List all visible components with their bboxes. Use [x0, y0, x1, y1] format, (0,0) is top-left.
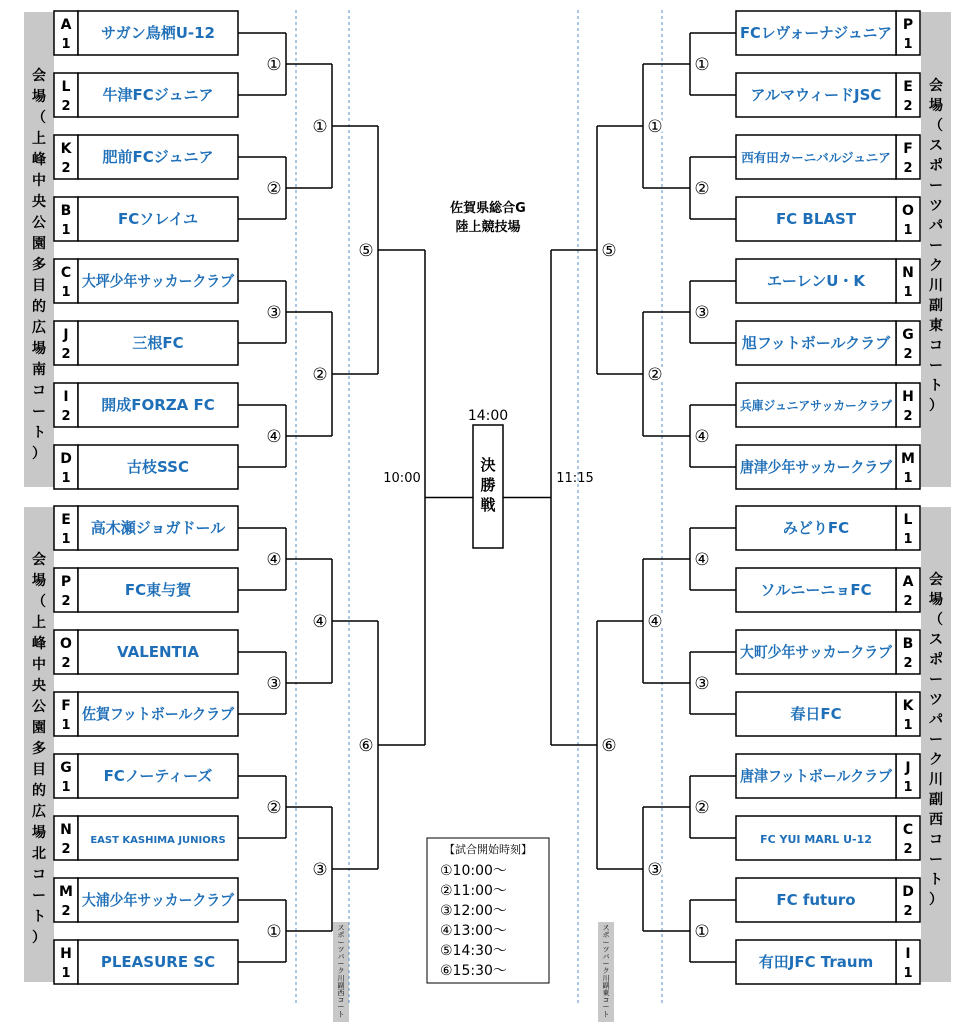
schedule-item-3: ④13:00～	[440, 923, 507, 939]
semi-left-time: 10:00	[383, 471, 421, 486]
team-group-rank: 1	[903, 471, 913, 486]
round3-marker-left-0: ⑤	[358, 241, 374, 261]
team-group-rank: 1	[61, 718, 71, 733]
team-name: 唐津フットボールクラブ	[740, 767, 893, 785]
round1-marker-left-7: ①	[266, 922, 282, 942]
final-venue-line1: 佐賀県総合G	[450, 201, 526, 216]
team-name: みどりFC	[782, 519, 850, 537]
team-group-rank: 2	[61, 842, 71, 857]
round2-marker-left-3: ③	[312, 860, 328, 880]
team-slot-left-11	[54, 692, 238, 736]
team-name: 開成FORZA FC	[101, 396, 215, 414]
team-slot-left-4	[54, 259, 238, 303]
round2-marker-right-2: ④	[647, 612, 663, 632]
team-group-rank: 1	[903, 718, 913, 733]
team-group-rank: 2	[61, 594, 71, 609]
team-name: FCノーティーズ	[103, 767, 213, 785]
round1-marker-right-0: ①	[694, 55, 710, 75]
schedule-item-0: ①10:00～	[440, 863, 507, 879]
round2-marker-left-2: ④	[312, 612, 328, 632]
final-label: 決勝戦	[480, 456, 496, 514]
team-name: ソルニーニョFC	[760, 581, 872, 599]
team-name: 有田JFC Traum	[758, 953, 874, 971]
center-area	[383, 200, 593, 548]
team-name: 古枝SSC	[127, 458, 189, 476]
team-name: 三根FC	[132, 334, 184, 352]
venue-left-top: 会場（上峰中央公園多目的広場南コート）	[32, 68, 46, 462]
round1-marker-left-0: ①	[266, 55, 282, 75]
round1-marker-left-2: ③	[266, 303, 282, 323]
team-group-rank: 1	[61, 471, 71, 486]
round1-marker-right-6: ②	[694, 798, 710, 818]
team-slot-right-13	[736, 816, 920, 860]
round1-marker-left-1: ②	[266, 179, 282, 199]
team-group-rank: 1	[903, 223, 913, 238]
team-group-letter: N	[902, 265, 914, 281]
round2-marker-right-1: ②	[647, 365, 663, 385]
team-name: 兵庫ジュニアサッカークラブ	[740, 398, 893, 413]
team-group-letter: O	[60, 636, 72, 652]
team-slot-left-3	[54, 197, 238, 241]
strip-left-text: スポーツパーク川副西コート	[337, 924, 345, 1019]
team-name: FCレヴォーナジュニア	[740, 24, 892, 42]
team-group-rank: 1	[903, 37, 913, 52]
team-group-rank: 1	[61, 285, 71, 300]
team-group-letter: L	[61, 79, 71, 95]
round1-marker-right-1: ②	[694, 179, 710, 199]
team-slot-right-5	[736, 321, 920, 365]
strip-right-text: スポーツパーク川副東コート	[602, 924, 610, 1019]
team-name: VALENTIA	[117, 643, 199, 661]
team-slot-left-14	[54, 878, 238, 922]
team-slot-left-12	[54, 754, 238, 798]
team-group-letter: K	[60, 141, 72, 157]
team-group-letter: I	[63, 389, 69, 405]
team-slot-left-6	[54, 383, 238, 427]
team-group-letter: A	[902, 574, 914, 590]
team-name: PLEASURE SC	[100, 953, 216, 971]
team-group-letter: A	[60, 17, 72, 33]
team-group-letter: D	[60, 451, 72, 467]
team-name: 肥前FCジュニア	[102, 148, 214, 166]
team-slot-right-11	[736, 692, 920, 736]
team-slot-right-8	[736, 506, 920, 550]
team-group-rank: 2	[61, 409, 71, 424]
round1-marker-left-5: ③	[266, 674, 282, 694]
venue-left-bottom: 会場（上峰中央公園多目的広場北コート）	[32, 552, 46, 946]
team-slot-right-14	[736, 878, 920, 922]
round1-marker-right-2: ③	[694, 303, 710, 323]
team-name: FC futuro	[776, 891, 856, 909]
team-group-rank: 2	[61, 904, 71, 919]
team-slot-left-9	[54, 568, 238, 612]
team-group-letter: F	[903, 141, 913, 157]
team-group-rank: 2	[903, 161, 913, 176]
team-slot-left-15	[54, 940, 238, 984]
team-group-rank: 2	[903, 99, 913, 114]
team-group-letter: E	[903, 79, 913, 95]
team-name: 西有田カーニバルジュニア	[741, 150, 891, 165]
team-group-letter: B	[60, 203, 72, 219]
round1-marker-right-7: ①	[694, 922, 710, 942]
team-name: アルマウィードJSC	[750, 86, 882, 104]
team-name: 佐賀フットボールクラブ	[82, 705, 235, 723]
team-group-rank: 2	[61, 656, 71, 671]
round1-marker-right-5: ③	[694, 674, 710, 694]
team-group-letter: M	[59, 884, 73, 900]
team-name: 唐津少年サッカークラブ	[740, 458, 893, 476]
schedule-title: 【試合開始時刻】	[444, 843, 532, 856]
team-name: 牛津FCジュニア	[102, 86, 214, 104]
round3-marker-right-0: ⑤	[601, 241, 617, 261]
team-group-rank: 2	[903, 347, 913, 362]
team-name: EAST KASHIMA JUNIORS	[90, 835, 226, 846]
team-group-letter: K	[902, 698, 914, 714]
team-group-rank: 2	[61, 161, 71, 176]
team-slot-left-0	[54, 11, 238, 55]
semi-right-time: 11:15	[556, 471, 594, 486]
team-slot-left-7	[54, 445, 238, 489]
team-group-letter: C	[60, 265, 72, 281]
team-group-rank: 1	[903, 285, 913, 300]
team-group-letter: D	[902, 884, 914, 900]
team-name: 大浦少年サッカークラブ	[82, 891, 235, 909]
team-group-rank: 2	[903, 656, 913, 671]
team-group-rank: 1	[61, 223, 71, 238]
team-group-letter: P	[60, 574, 72, 590]
team-slot-right-0	[736, 11, 920, 55]
team-slot-left-2	[54, 135, 238, 179]
team-slot-right-7	[736, 445, 920, 489]
round3-marker-right-1: ⑥	[601, 736, 617, 756]
round2-marker-right-0: ①	[647, 117, 663, 137]
round2-marker-left-1: ②	[312, 365, 328, 385]
schedule-item-2: ③12:00～	[440, 903, 507, 919]
team-group-letter: J	[905, 760, 911, 776]
team-group-rank: 1	[903, 966, 913, 981]
team-group-letter: H	[902, 389, 914, 405]
team-slot-left-10	[54, 630, 238, 674]
schedule-box	[427, 838, 549, 983]
team-group-letter: C	[902, 822, 914, 838]
team-slot-right-10	[736, 630, 920, 674]
team-group-letter: F	[61, 698, 71, 714]
round2-marker-right-3: ③	[647, 860, 663, 880]
team-name: FC東与賀	[124, 581, 192, 599]
team-slot-right-9	[736, 568, 920, 612]
team-slot-left-5	[54, 321, 238, 365]
schedule-item-1: ②11:00～	[440, 883, 507, 899]
team-group-letter: G	[902, 327, 914, 343]
team-group-letter: O	[902, 203, 914, 219]
round1-marker-left-6: ②	[266, 798, 282, 818]
team-slot-right-6	[736, 383, 920, 427]
team-group-rank: 2	[903, 409, 913, 424]
round1-marker-right-3: ④	[694, 427, 710, 447]
team-group-letter: I	[905, 946, 911, 962]
team-group-rank: 2	[903, 904, 913, 919]
team-group-letter: G	[60, 760, 72, 776]
team-name: 旭フットボールクラブ	[741, 334, 891, 352]
team-group-rank: 1	[61, 37, 71, 52]
team-name: サガン鳥栖U-12	[101, 24, 215, 42]
team-name: エーレンU・K	[766, 272, 866, 290]
team-group-rank: 1	[61, 780, 71, 795]
venue-right-top: 会場（スポーツパーク川副東コート）	[929, 78, 943, 414]
team-slot-right-4	[736, 259, 920, 303]
schedule-item-4: ⑤14:30～	[440, 943, 507, 959]
final-venue-line2: 陸上競技場	[455, 220, 521, 235]
team-group-rank: 2	[61, 347, 71, 362]
team-group-letter: E	[61, 512, 71, 528]
team-group-rank: 2	[903, 594, 913, 609]
round3-marker-left-1: ⑥	[358, 736, 374, 756]
team-slot-right-2	[736, 135, 920, 179]
team-name: 大町少年サッカークラブ	[740, 643, 893, 661]
team-group-letter: M	[901, 451, 915, 467]
team-group-rank: 2	[903, 842, 913, 857]
team-slot-left-1	[54, 73, 238, 117]
team-slot-right-15	[736, 940, 920, 984]
team-slot-right-3	[736, 197, 920, 241]
team-name: FC YUI MARL U-12	[760, 833, 872, 846]
team-name: FC BLAST	[775, 210, 857, 228]
team-group-rank: 1	[903, 532, 913, 547]
team-name: 高木瀬ジョガドール	[90, 519, 226, 537]
round2-marker-left-0: ①	[312, 117, 328, 137]
team-group-letter: N	[60, 822, 72, 838]
round1-marker-right-4: ④	[694, 550, 710, 570]
team-group-letter: B	[902, 636, 914, 652]
team-group-letter: P	[902, 17, 914, 33]
team-name: FCソレイユ	[118, 210, 198, 228]
team-group-rank: 2	[61, 99, 71, 114]
team-group-rank: 1	[61, 532, 71, 547]
schedule-item-5: ⑥15:30～	[440, 963, 507, 979]
team-group-rank: 1	[61, 966, 71, 981]
team-slot-left-8	[54, 506, 238, 550]
round1-marker-left-3: ④	[266, 427, 282, 447]
team-group-letter: L	[903, 512, 913, 528]
team-group-rank: 1	[903, 780, 913, 795]
team-name: 大坪少年サッカークラブ	[82, 272, 235, 290]
team-group-letter: H	[60, 946, 72, 962]
team-slot-left-13	[54, 816, 238, 860]
venue-right-bottom: 会場（スポーツパーク川副西コート）	[929, 572, 943, 908]
team-slot-right-1	[736, 73, 920, 117]
round1-marker-left-4: ④	[266, 550, 282, 570]
team-name: 春日FC	[790, 705, 842, 723]
team-group-letter: J	[63, 327, 69, 343]
final-time: 14:00	[467, 408, 509, 424]
team-slot-right-12	[736, 754, 920, 798]
